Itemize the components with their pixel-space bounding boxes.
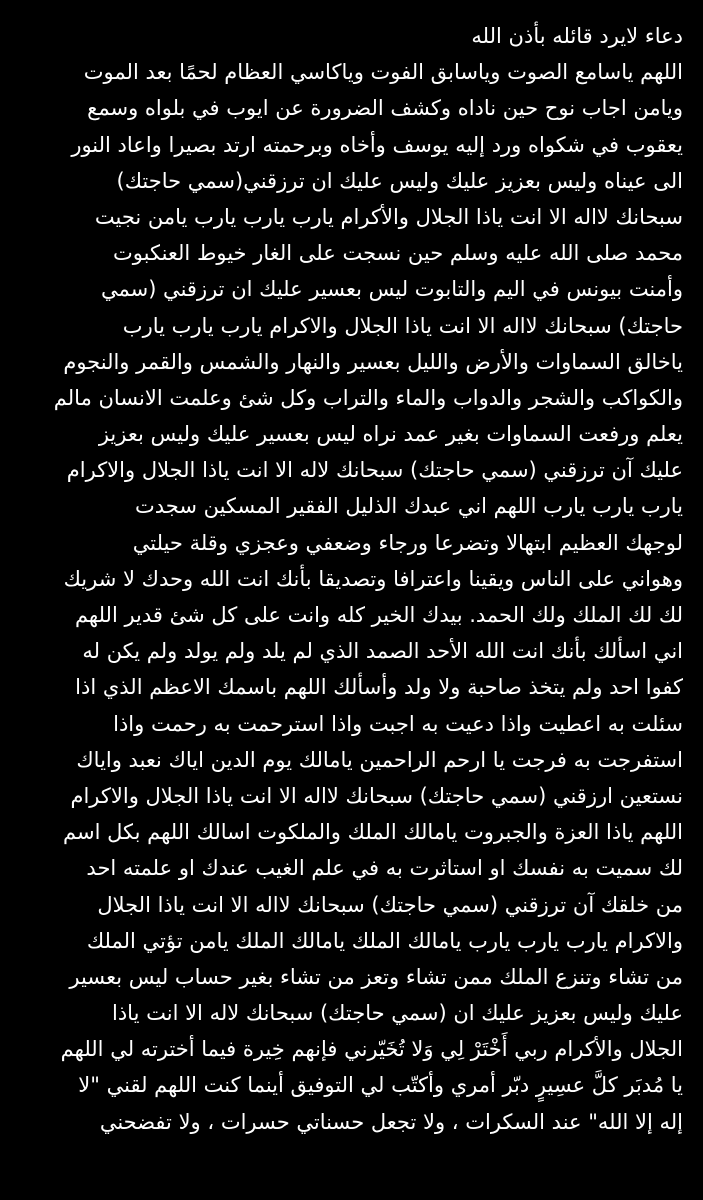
note-line: كفوا احد ولم يتخذ صاحبة ولا ولد وأسألك اللهم باسمك الاعظم الذي اذا (75, 675, 683, 700)
note-line: الجلال والأكرام ربي أَخْتَرْ لِي وَلا تُخَيّرني فإنهم خِيرة فيما أخترته لي اللهم (60, 1037, 683, 1062)
note-line: يعلم ورفعت السماوات بغير عمد نراه ليس بعسير عليك وليس بعزيز (98, 422, 683, 447)
note-line: والكواكب والشجر والدواب والماء والتراب وكل شئ وعلمت الانسان مالم (53, 385, 683, 410)
note-line: وأمنت بيونس في اليم والتابوت ليس بعسير عليك ان ترزقني (سمي (100, 277, 683, 302)
note-line: عليك آن ترزقني (سمي حاجتك) سبحانك لاله الا انت ياذا الجلال والاكرام (66, 458, 683, 483)
note-line: ويامن اجاب نوح حين ناداه وكشف الضرورة عن ايوب في بلواه وسمع (87, 96, 683, 121)
note-line: سبحانك لااله الا انت ياذا الجلال والأكرام يارب يارب يارب يامن نجيت (94, 204, 683, 229)
note-line: يارب يارب يارب اللهم اني عبدك الذليل الفقير المسكين سجدت (134, 494, 683, 519)
note-line: استفرجت به فرجت يا ارحم الراحمين يامالك يوم الدين اياك نعبد واياك (76, 747, 683, 772)
note-line: لك لك الملك ولك الحمد. بيدك الخير كله وانت على كل شئ قدير اللهم (74, 603, 683, 627)
note-line: اني اسألك بأنك انت الله الأحد الصمد الذي لم يلد ولم يولد ولم يكن له (82, 639, 683, 664)
note-line: اللهم ياسامع الصوت وياسابق الفوت وياكاسي العظام لحمًا بعد الموت (83, 60, 683, 85)
note-line: من خلقك آن ترزقني (سمي حاجتك) سبحانك لااله الا انت ياذا الجلال (97, 892, 683, 917)
note-line: يا مُدبَر كلَّ عسِيرٍ دبّر أمري وأكتّب لي التوفيق أينما كنت اللهم لقني "لا (78, 1073, 683, 1098)
note-title: دعاء لايرد قائله بأذن الله (471, 24, 683, 48)
note-line: لك سميت به نفسك او استاثرت به في علم الغيب عندك او علمته احد (86, 856, 683, 881)
note-line: من تشاء وتنزع الملك ممن تشاء وتعز من تشاء بغير حساب ليس بعسير (69, 964, 683, 989)
note-line: يعقوب في شكواه ورد إليه يوسف وأخاه وبرحمته ارتد بصيرا واعاد النور (71, 132, 683, 157)
note-line: محمد صلى الله عليه وسلم حين نسجت على الغار خيوط العنكبوت (113, 241, 683, 266)
note-line: عليك وليس بعزيز عليك ان (سمي حاجتك) سبحانك لاله الا انت ياذا (112, 1001, 683, 1026)
note-line: إله إلا الله" عند السكرات ، ولا تجعل حسناتي حسرات ، ولا تفضحني (99, 1109, 683, 1134)
note-line: سئلت به اعطيت واذا دعيت به اجبت واذا استرحمت به رحمت واذا (113, 711, 683, 736)
note-line: ياخالق السماوات والأرض والليل بعسير والنهار والشمس والقمر والنجوم (63, 349, 683, 374)
note-line: وهواني على الناس ويقينا واعترافا وتصديقا بأنك انت الله وحدك لا شريك (63, 566, 683, 591)
note-line: اللهم ياذا العزة والجبروت يامالك الملك والملكوت اسالك اللهم بكل اسم (63, 820, 683, 845)
note-line: حاجتك) سبحانك لااله الا انت ياذا الجلال والاكرام يارب يارب يارب (122, 313, 683, 338)
note-line: الى عيناه وليس بعزيز عليك وليس عليك ان ترزقني(سمي حاجتك) (116, 168, 683, 193)
note-line: لوجهك العظيم ابتهالا وتضرعا ورجاء وضعفي وعجزي وقلة حيلتي (132, 530, 683, 555)
note-line: والاكرام يارب يارب يارب يامالك الملك يامالك الملك يامن تؤتي الملك (86, 928, 683, 953)
note-line: نستعين ارزقني (سمي حاجتك) سبحانك لااله الا انت ياذا الجلال والاكرام (70, 783, 683, 808)
